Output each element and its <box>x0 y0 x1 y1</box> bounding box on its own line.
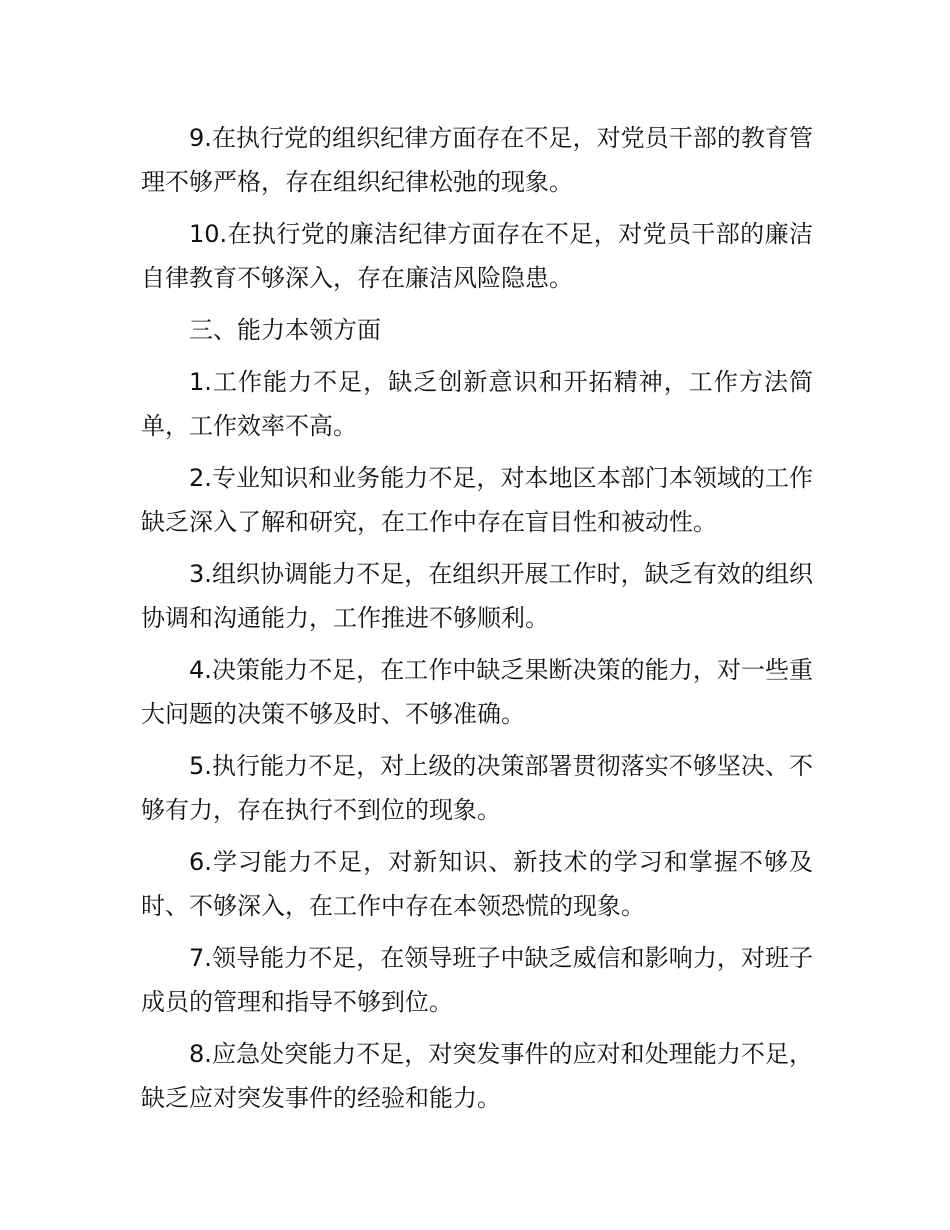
paragraph-ability-learning: 6.学习能力不足，对新知识、新技术的学习和掌握不够及时、不够深入，在工作中存在本领恐慌的现象。 <box>141 848 813 920</box>
paragraph-ability-professional: 2.专业知识和业务能力不足，对本地区本部门本领域的工作缺乏深入了解和研究，在工作中存在盲目性和被动性。 <box>141 464 813 536</box>
paragraph-ability-decision: 4.决策能力不足，在工作中缺乏果断决策的能力，对一些重大问题的决策不够及时、不够准确。 <box>141 656 813 728</box>
paragraph-ability-work: 1.工作能力不足，缺乏创新意识和开拓精神，工作方法简单，工作效率不高。 <box>141 368 813 440</box>
document-body <box>141 116 813 1128</box>
section-heading-ability: 三、能力本领方面 <box>189 316 381 344</box>
paragraph-ability-emergency: 8.应急处突能力不足，对突发事件的应对和处理能力不足，缺乏应对突发事件的经验和能力。 <box>141 1040 813 1112</box>
paragraph-ability-leadership: 7.领导能力不足，在领导班子中缺乏威信和影响力，对班子成员的管理和指导不够到位。 <box>141 944 813 1016</box>
paragraph-ability-coordination: 3.组织协调能力不足，在组织开展工作时，缺乏有效的组织协调和沟通能力，工作推进不够顺利。 <box>141 560 813 632</box>
paragraph-ability-execution: 5.执行能力不足，对上级的决策部署贯彻落实不够坚决、不够有力，存在执行不到位的现象。 <box>141 752 813 824</box>
paragraph-discipline-integrity: 10.在执行党的廉洁纪律方面存在不足，对党员干部的廉洁自律教育不够深入，存在廉洁风险隐患。 <box>141 220 813 292</box>
paragraph-discipline-organization: 9.在执行党的组织纪律方面存在不足，对党员干部的教育管理不够严格，存在组织纪律松弛的现象。 <box>141 124 813 196</box>
